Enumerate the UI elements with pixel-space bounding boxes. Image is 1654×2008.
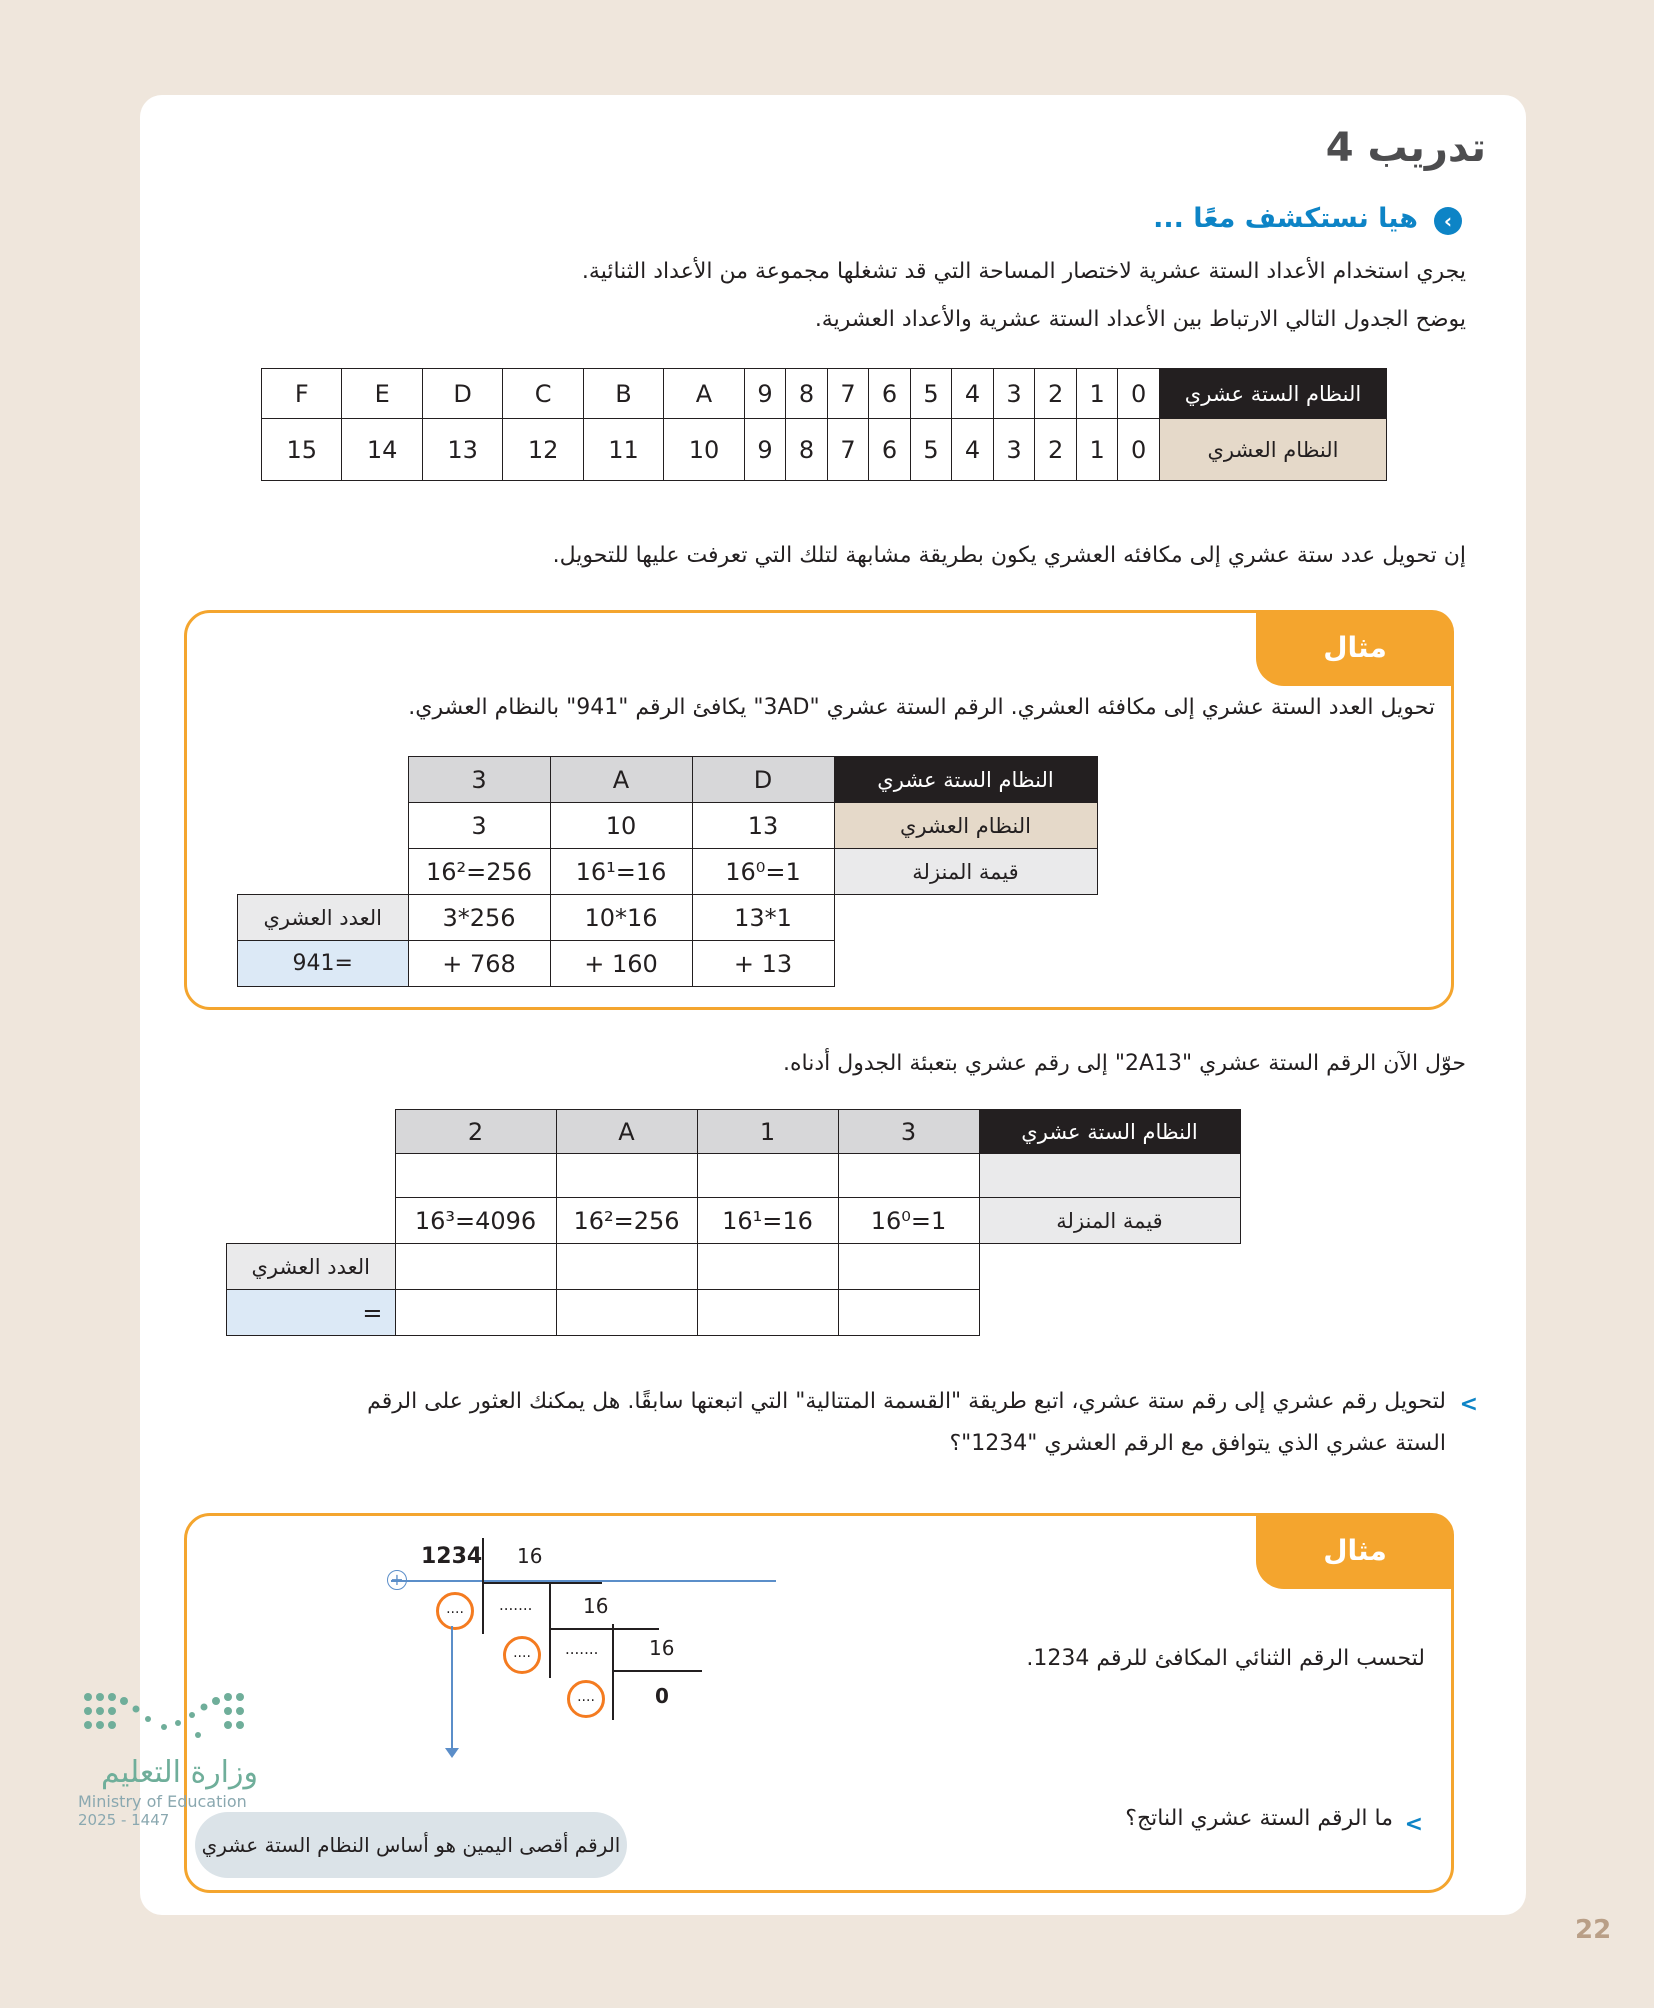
remainder-circle: .... <box>567 1680 605 1718</box>
exercise-hex-cell: A <box>556 1110 697 1154</box>
dec-cell: 8 <box>786 419 828 481</box>
ex1-dec-cell: 10 <box>550 803 692 849</box>
ex1-place-cell: 16²=256 <box>408 849 550 895</box>
ex1-hex-cell: D <box>692 757 834 803</box>
example-1-text: تحويل العدد الستة عشري إلى مكافئه العشري. الرقم الستة عشري "3AD" يكافئ الرقم "941" بالنظام العشري. <box>408 695 1435 720</box>
exercise-input-cell[interactable] <box>556 1290 697 1336</box>
exercise-input-cell[interactable] <box>697 1154 838 1198</box>
ex1-dec-row <box>238 803 1098 849</box>
page <box>78 95 1526 1915</box>
dec-cell: 14 <box>342 419 422 481</box>
ex1-place-row <box>238 849 1098 895</box>
ex1-result-label: العدد العشري <box>238 895 409 941</box>
exercise-place-cell: 16⁰=1 <box>838 1198 979 1244</box>
hex-cell: C <box>503 369 583 419</box>
exercise-hex-row <box>227 1110 1241 1154</box>
hex-cell: 3 <box>993 369 1035 419</box>
hex-cell: 4 <box>952 369 994 419</box>
plus-icon: + <box>387 1570 407 1590</box>
intro-paragraph-1: يجري استخدام الأعداد الستة عشرية لاختصار المساحة التي قد تشغلها مجموعة من الأعداد الثنائية. <box>581 259 1466 284</box>
exercise-product-row <box>227 1244 1241 1290</box>
ex1-sum-cell: + 768 <box>408 941 550 987</box>
dec-cell: 12 <box>503 419 583 481</box>
dec-cell: 2 <box>1035 419 1077 481</box>
exercise-input-cell[interactable] <box>556 1154 697 1198</box>
exercise-dec-label <box>979 1154 1240 1198</box>
exercise-place-label: قيمة المنزلة <box>979 1198 1240 1244</box>
example-1-table <box>237 756 1098 987</box>
final-quotient: 0 <box>655 1684 669 1708</box>
remainder-circle: .... <box>503 1636 541 1674</box>
exercise-input-cell[interactable] <box>838 1290 979 1336</box>
exercise-text: حوّل الآن الرقم الستة عشري "2A13" إلى رقم عشري بتعبئة الجدول أدناه. <box>783 1051 1466 1076</box>
hex-cell: 9 <box>744 369 786 419</box>
hex-cell: B <box>583 369 663 419</box>
example-1-tag: مثال <box>1256 610 1454 686</box>
ex1-sum-cell: + 160 <box>550 941 692 987</box>
page-title: تدريب 4 <box>1325 125 1486 171</box>
example-2-box <box>184 1513 1454 1893</box>
arrow-line <box>451 1626 453 1754</box>
exercise-sum-row <box>227 1290 1241 1336</box>
logo-year: 2025 - 1447 <box>78 1811 170 1829</box>
bullet-icon: < <box>1459 1392 1478 1417</box>
hex-cell: 5 <box>910 369 952 419</box>
exercise-place-cell: 16³=4096 <box>395 1198 556 1244</box>
hex-cell: 6 <box>869 369 911 419</box>
page-number: 22 <box>1575 1915 1612 1945</box>
ex1-place-label: قيمة المنزلة <box>834 849 1097 895</box>
division-diagram <box>387 1524 777 1764</box>
example-2-question: ما الرقم الستة عشري الناتج؟ <box>1125 1806 1393 1831</box>
quotient-dots: ....... <box>499 1596 533 1614</box>
exercise-input-cell[interactable] <box>697 1244 838 1290</box>
ex1-product-cell: 3*256 <box>408 895 550 941</box>
hex-row-label: النظام الستة عشري <box>1160 369 1387 419</box>
exercise-hex-cell: 3 <box>838 1110 979 1154</box>
ex1-sum-cell: + 13 <box>692 941 834 987</box>
hex-cell: A <box>664 369 744 419</box>
ex1-hex-row <box>238 757 1098 803</box>
dec-cell: 4 <box>952 419 994 481</box>
exercise-input-cell[interactable] <box>556 1244 697 1290</box>
exercise-place-cell: 16¹=16 <box>697 1198 838 1244</box>
exercise-total-cell[interactable]: = <box>227 1290 396 1336</box>
ministry-logo <box>78 1689 258 1829</box>
exercise-input-cell[interactable] <box>395 1244 556 1290</box>
exercise-input-cell[interactable] <box>838 1154 979 1198</box>
example-2-tag: مثال <box>1256 1513 1454 1589</box>
dec-row <box>262 419 1387 481</box>
dec-cell: 10 <box>664 419 744 481</box>
example-1-box <box>184 610 1454 1010</box>
dec-cell: 13 <box>422 419 502 481</box>
hex-cell: D <box>422 369 502 419</box>
dec-cell: 9 <box>744 419 786 481</box>
ex1-total-cell: 941= <box>238 941 409 987</box>
hex-cell: 1 <box>1076 369 1118 419</box>
ex1-product-row <box>238 895 1098 941</box>
hex-cell: 2 <box>1035 369 1077 419</box>
dec-cell: 6 <box>869 419 911 481</box>
ex1-place-cell: 16¹=16 <box>550 849 692 895</box>
callout-bubble: الرقم أقصى اليمين هو أساس النظام الستة عشري <box>195 1812 627 1878</box>
exercise-hex-cell: 2 <box>395 1110 556 1154</box>
exercise-input-cell[interactable] <box>838 1244 979 1290</box>
logo-dots-icon <box>78 1689 248 1749</box>
dec-cell: 0 <box>1118 419 1160 481</box>
exercise-input-cell[interactable] <box>395 1290 556 1336</box>
quotient-dots: ....... <box>565 1640 599 1658</box>
hex-row <box>262 369 1387 419</box>
exercise-hex-cell: 1 <box>697 1110 838 1154</box>
hex-decimal-table <box>261 368 1387 481</box>
dec-cell: 5 <box>910 419 952 481</box>
dec-cell: 15 <box>262 419 342 481</box>
ex1-dec-cell: 13 <box>692 803 834 849</box>
divisor-2: 16 <box>583 1594 609 1618</box>
dec-row-label: النظام العشري <box>1160 419 1387 481</box>
exercise-table <box>226 1109 1241 1336</box>
example-2-text: لتحسب الرقم الثنائي المكافئ للرقم 1234. <box>1026 1646 1425 1671</box>
ex1-place-cell: 16⁰=1 <box>692 849 834 895</box>
ex1-hex-label: النظام الستة عشري <box>834 757 1097 803</box>
exercise-dec-row <box>227 1154 1241 1198</box>
dec-cell: 3 <box>993 419 1035 481</box>
exercise-input-cell[interactable] <box>697 1290 838 1336</box>
chevron-left-icon: ‹ <box>1434 207 1462 235</box>
ex1-dec-label: النظام العشري <box>834 803 1097 849</box>
conversion-note: إن تحويل عدد ستة عشري إلى مكافئه العشري يكون بطريقة مشابهة لتلك التي تعرفت عليها للتحويل. <box>552 543 1466 568</box>
exercise-place-cell: 16²=256 <box>556 1198 697 1244</box>
ex1-dec-cell: 3 <box>408 803 550 849</box>
ex1-sum-row <box>238 941 1098 987</box>
ex1-product-cell: 13*1 <box>692 895 834 941</box>
subheading: هيا نستكشف معًا ... <box>1153 203 1418 234</box>
question-line-2: الستة عشري الذي يتوافق مع الرقم العشري "1234"؟ <box>949 1431 1446 1456</box>
exercise-input-cell[interactable] <box>395 1154 556 1198</box>
dividend: 1234 <box>421 1544 483 1569</box>
exercise-place-row <box>227 1198 1241 1244</box>
divisor-3: 16 <box>649 1636 675 1660</box>
ex1-hex-cell: A <box>550 757 692 803</box>
logo-english: Ministry of Education <box>78 1792 247 1811</box>
dec-cell: 11 <box>583 419 663 481</box>
bullet-icon: < <box>1404 1812 1423 1837</box>
exercise-hex-label: النظام الستة عشري <box>979 1110 1240 1154</box>
intro-paragraph-2: يوضح الجدول التالي الارتباط بين الأعداد الستة عشرية والأعداد العشرية. <box>814 307 1466 332</box>
exercise-result-label: العدد العشري <box>227 1244 396 1290</box>
question-line-1: لتحويل رقم عشري إلى رقم ستة عشري، اتبع طريقة "القسمة المتتالية" التي اتبعتها سابقًا. هل يمكنك العثور على الرقم <box>367 1389 1446 1414</box>
ex1-hex-cell: 3 <box>408 757 550 803</box>
dec-cell: 1 <box>1076 419 1118 481</box>
ex1-product-cell: 10*16 <box>550 895 692 941</box>
hex-cell: 7 <box>827 369 869 419</box>
hex-cell: 0 <box>1118 369 1160 419</box>
divisor-1: 16 <box>517 1544 543 1568</box>
logo-arabic: وزارة التعليم <box>100 1755 258 1790</box>
hex-cell: E <box>342 369 422 419</box>
hex-cell: 8 <box>786 369 828 419</box>
arrow-down-icon <box>445 1748 459 1758</box>
dec-cell: 7 <box>827 419 869 481</box>
remainder-circle: .... <box>436 1592 474 1630</box>
hex-cell: F <box>262 369 342 419</box>
